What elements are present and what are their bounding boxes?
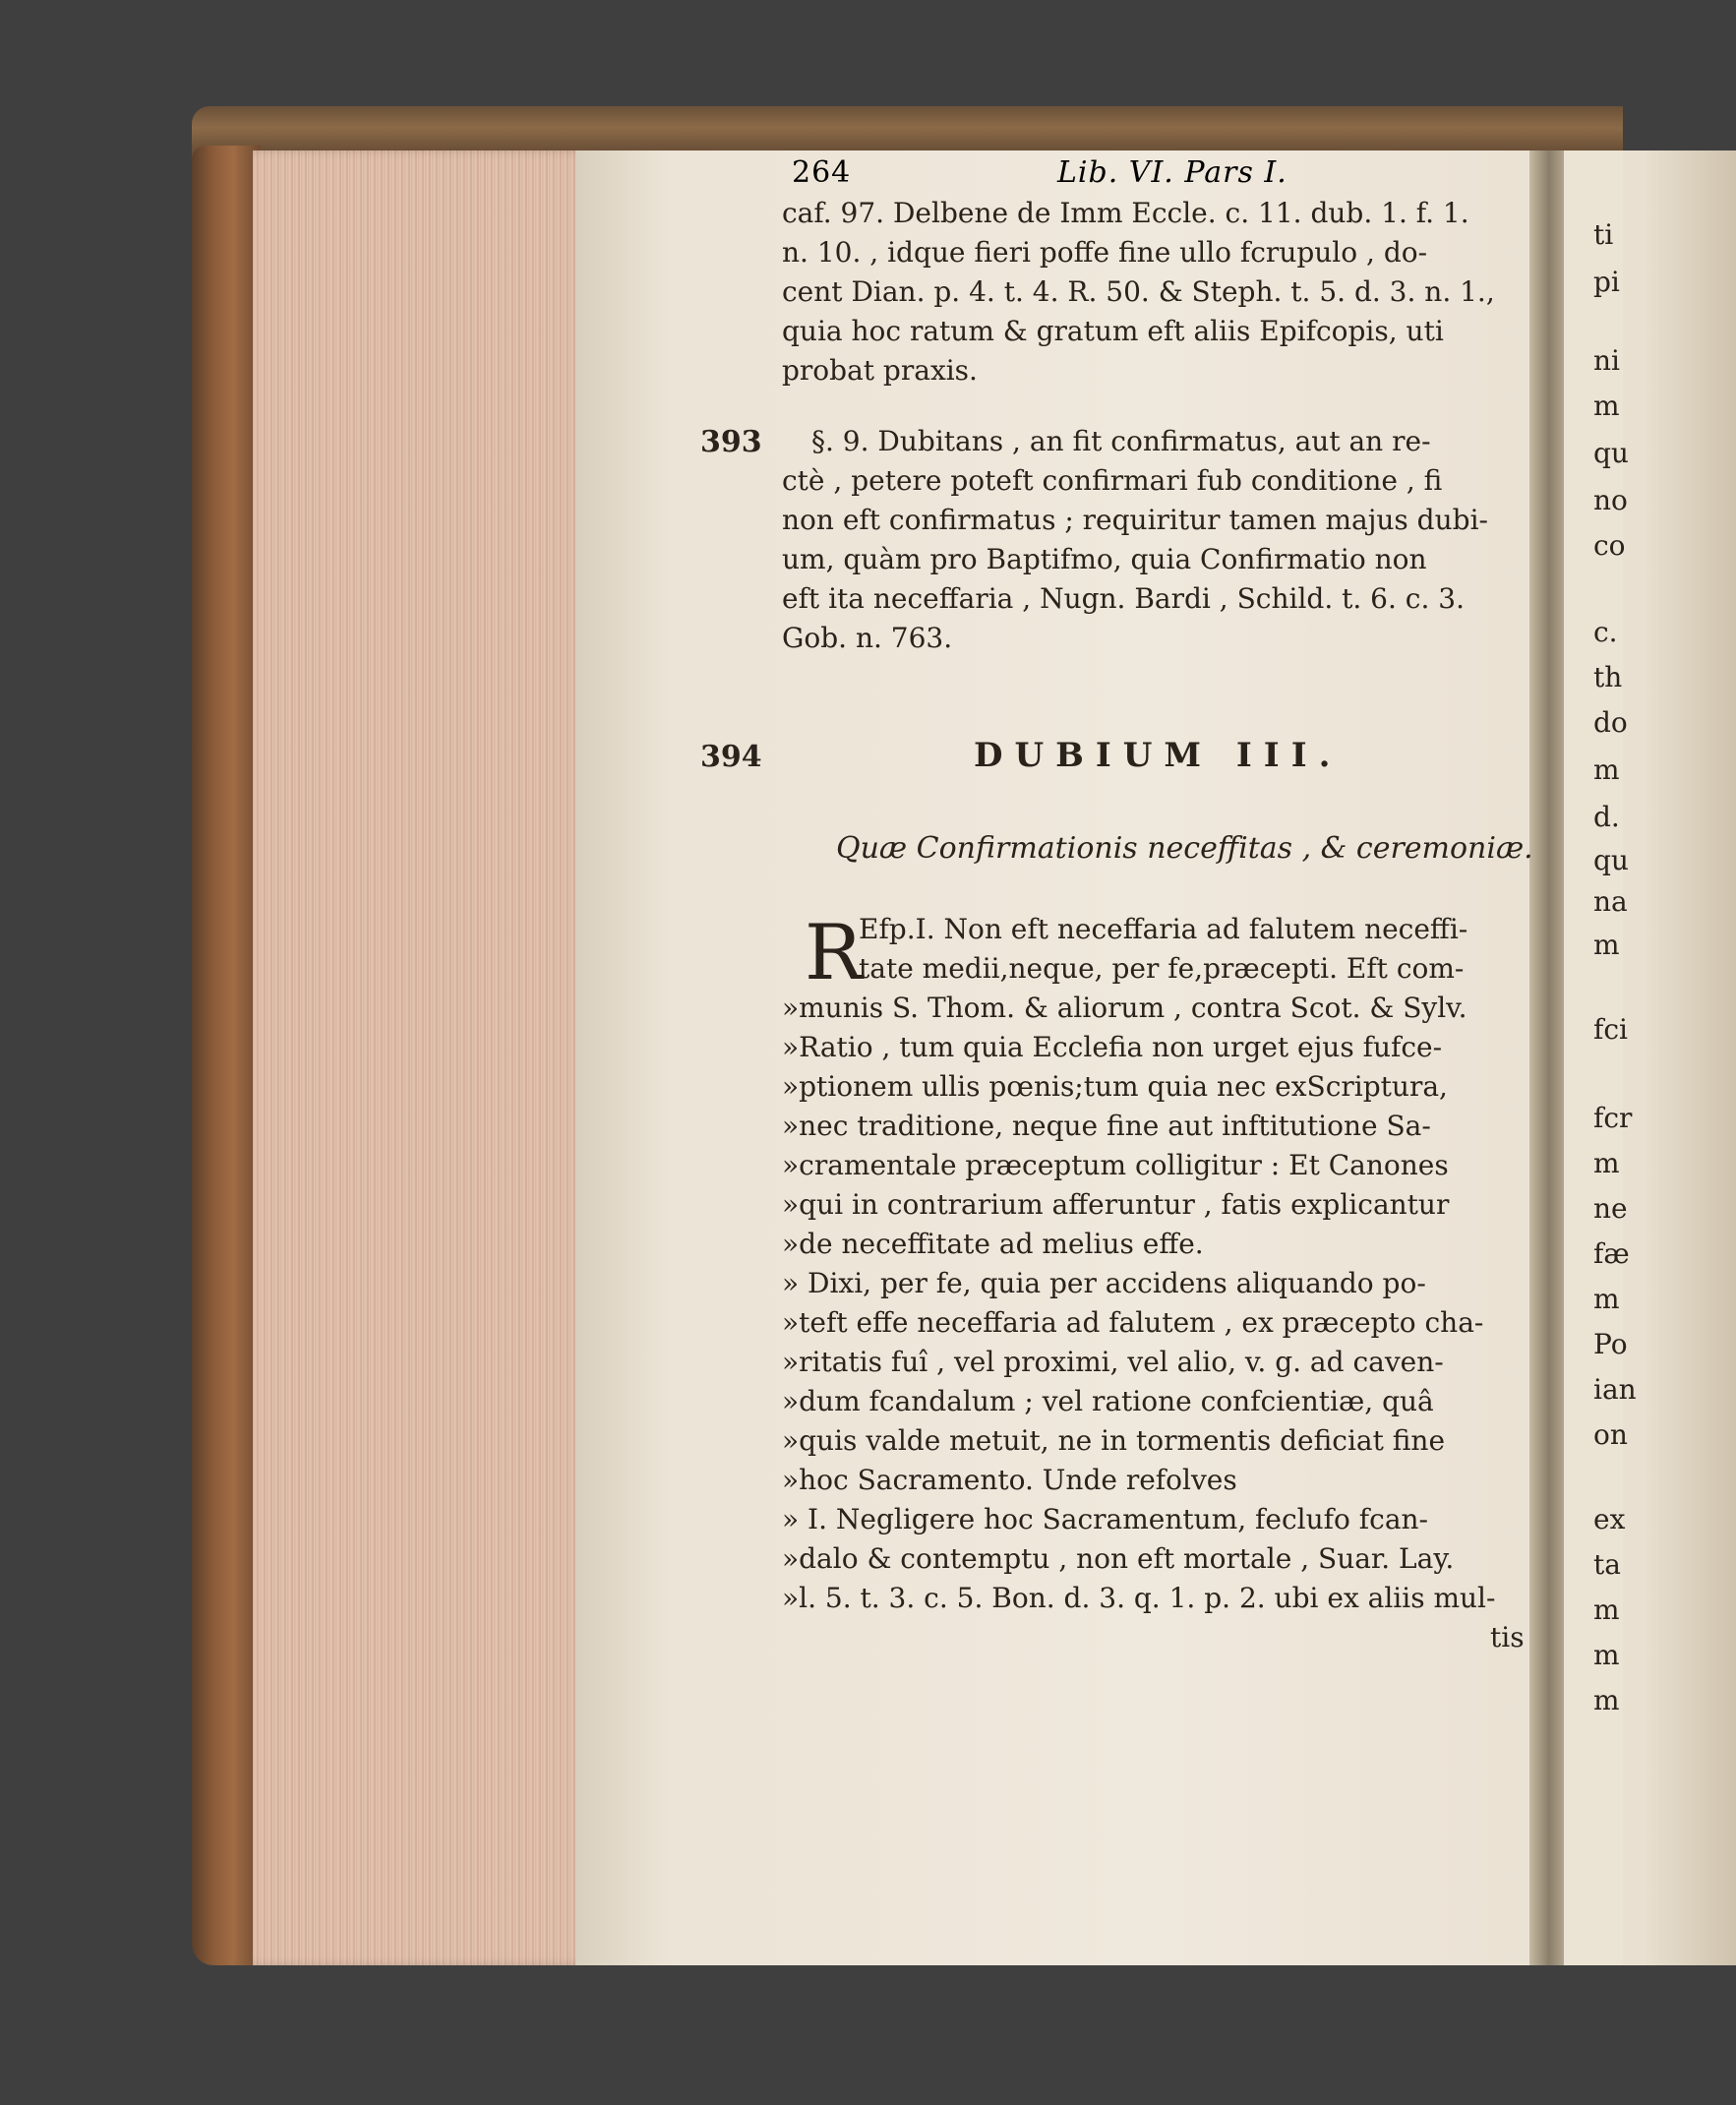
fragment: m: [1593, 753, 1620, 786]
fragment: co: [1593, 529, 1626, 562]
text-line: » Dixi, per fe, quia per accidens aliquando po-: [782, 1267, 1426, 1299]
fragment: fci: [1593, 1013, 1628, 1046]
fragment: Po: [1593, 1328, 1628, 1360]
text-line: §. 9. Dubitans , an fit confirmatus, aut an re-: [811, 425, 1431, 457]
fragment: qu: [1593, 844, 1629, 876]
fragment: m: [1593, 1594, 1620, 1626]
text-line: Gob. n. 763.: [782, 622, 953, 654]
fragment: pi: [1593, 266, 1620, 298]
fragment: no: [1593, 484, 1628, 516]
drop-cap: R: [805, 909, 863, 997]
text-line: caf. 97. Delbene de Imm Eccle. c. 11. dub. 1. f. 1.: [782, 197, 1469, 229]
paragraph-393: [782, 425, 1549, 661]
fragment: fcr: [1593, 1102, 1633, 1134]
book-cover-edge: [192, 146, 261, 1965]
text-line: tate medii,neque, per fe,præcepti. Eft com-: [859, 952, 1465, 985]
running-head: Lib. VI. Pars I.: [1057, 155, 1287, 190]
fragment: ti: [1593, 218, 1614, 251]
margin-number-394: 394: [700, 740, 762, 774]
text-line: Efp.I. Non eft neceffaria ad falutem neceffi-: [859, 913, 1468, 945]
text-line: ctè , petere poteft confirmari fub conditione , fi: [782, 464, 1443, 497]
fragment: m: [1593, 1147, 1620, 1179]
fragment: qu: [1593, 437, 1629, 469]
margin-number-393: 393: [700, 425, 762, 459]
catchword: tis: [1490, 1621, 1525, 1654]
text-line: »dum fcandalum ; vel ratione confcientiæ, quâ: [782, 1385, 1434, 1417]
fragment: ni: [1593, 344, 1620, 377]
text-line: probat praxis.: [782, 354, 978, 387]
fragment: ian: [1593, 1373, 1637, 1406]
text-line: cent Dian. p. 4. t. 4. R. 50. & Steph. t. 5. d. 3. n. 1.,: [782, 275, 1495, 308]
text-line: » I. Negligere hoc Sacramentum, feclufo fcan-: [782, 1503, 1429, 1535]
section-title: DUBIUM III.: [974, 736, 1343, 775]
text-line: eft ita neceffaria , Nugn. Bardi , Schild. t. 6. c. 3.: [782, 582, 1465, 615]
section-subtitle: Quæ Confirmationis neceffitas , & ceremoniæ.: [836, 831, 1533, 866]
fragment: na: [1593, 885, 1628, 918]
fragment: ne: [1593, 1192, 1628, 1225]
fragment: m: [1593, 1639, 1620, 1671]
fragment: do: [1593, 706, 1628, 739]
fragment: m: [1593, 929, 1620, 961]
text-line: »de neceffitate ad melius effe.: [782, 1228, 1204, 1260]
text-line: »nec traditione, neque fine aut inftitutione Sa-: [782, 1110, 1431, 1142]
fragment: th: [1593, 661, 1623, 693]
response-paragraph: [782, 909, 1549, 1660]
text-line: »quis valde metuit, ne in tormentis deficiat fine: [782, 1424, 1446, 1457]
text-line: n. 10. , idque fieri poffe fine ullo fcrupulo , do-: [782, 236, 1428, 269]
fragment: ex: [1593, 1503, 1626, 1535]
text-line: quia hoc ratum & gratum eft aliis Epifcopis, uti: [782, 315, 1444, 347]
text-line: um, quàm pro Baptifmo, quia Confirmatio non: [782, 543, 1427, 575]
fragment: m: [1593, 390, 1620, 422]
fragment: m: [1593, 1684, 1620, 1716]
text-line: »cramentale præceptum colligitur : Et Canones: [782, 1149, 1449, 1181]
text-line: »ritatis fuî , vel proximi, vel alio, v. g. ad caven-: [782, 1346, 1444, 1378]
top-paragraph: [782, 197, 1549, 393]
fragment: m: [1593, 1283, 1620, 1315]
text-line: »dalo & contemptu , non eft mortale , Suar. Lay.: [782, 1542, 1455, 1575]
fragment: on: [1593, 1418, 1628, 1451]
fragment: ta: [1593, 1548, 1621, 1581]
text-line: »hoc Sacramento. Unde refolves: [782, 1464, 1237, 1496]
text-line: »munis S. Thom. & aliorum , contra Scot. & Sylv.: [782, 992, 1467, 1024]
text-line: »qui in contrarium afferuntur , fatis explicantur: [782, 1188, 1450, 1221]
text-line: »l. 5. t. 3. c. 5. Bon. d. 3. q. 1. p. 2. ubi ex aliis mul-: [782, 1582, 1496, 1614]
text-line: »teft effe neceffaria ad falutem , ex præcepto cha-: [782, 1306, 1484, 1339]
fragment: d.: [1593, 801, 1620, 833]
fragment: c.: [1593, 616, 1618, 648]
text-line: »ptionem ullis pœnis;tum quia nec exScriptura,: [782, 1070, 1448, 1103]
page-number: 264: [792, 155, 852, 190]
fragment: fæ: [1593, 1237, 1630, 1270]
text-line: »Ratio , tum quia Ecclefia non urget ejus fufce-: [782, 1031, 1443, 1063]
text-line: non eft confirmatus ; requiritur tamen majus dubi-: [782, 504, 1488, 536]
